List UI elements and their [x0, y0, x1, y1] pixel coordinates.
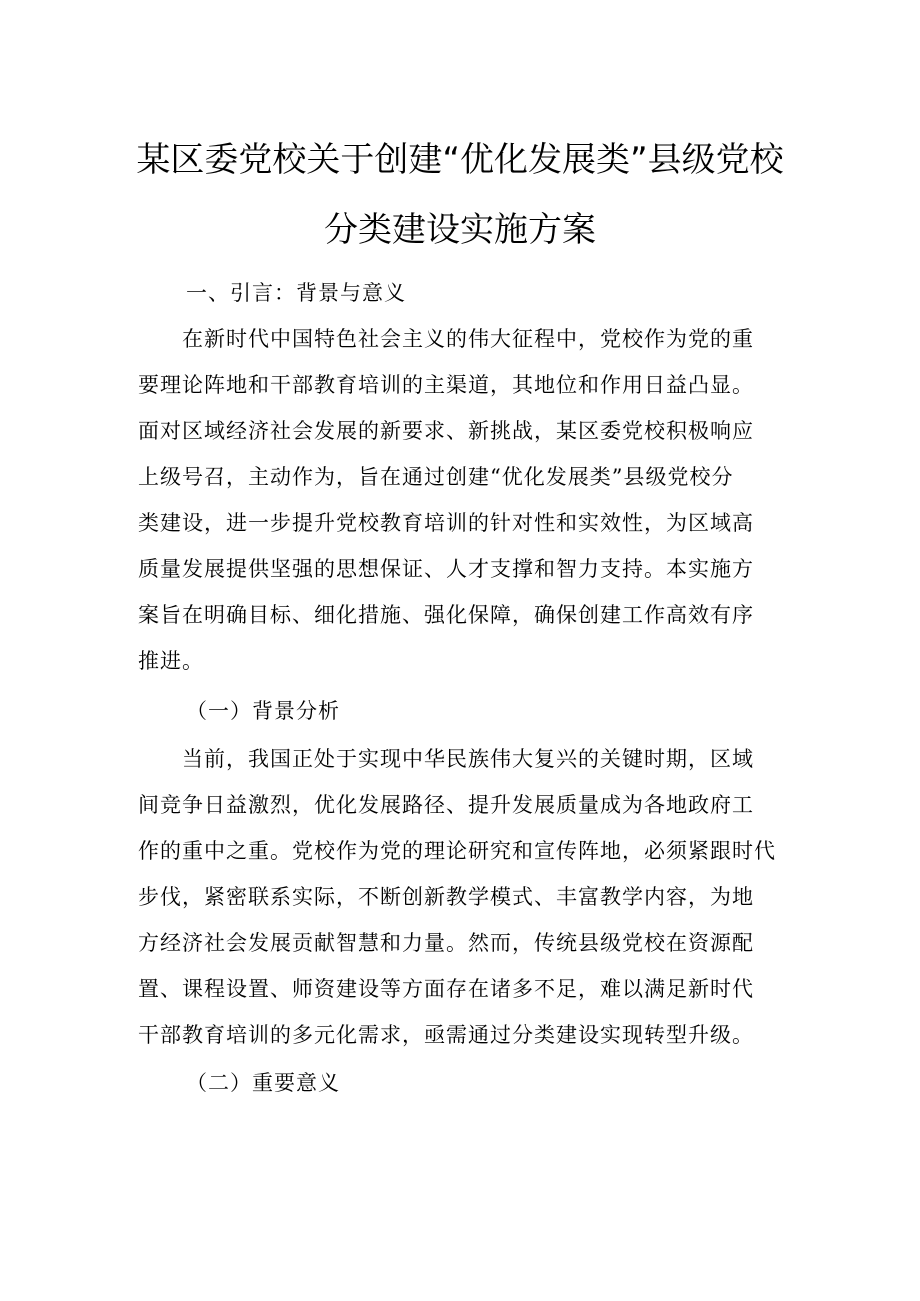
- paragraph-line: 间竞争日益激烈，优化发展路径、提升发展质量成为各地政府工: [138, 793, 754, 817]
- paragraph-line: 上级号召，主动作为，旨在通过创建“优化发展类”县级党校分: [138, 465, 734, 489]
- document-title-line-1: 某区委党校关于创建“优化发展类”县级党校: [136, 140, 784, 180]
- paragraph-line: 质量发展提供坚强的思想保证、人才支撑和智力支持。本实施方: [138, 557, 754, 581]
- paragraph-line: 方经济社会发展贡献智慧和力量。然而，传统县级党校在资源配: [138, 931, 754, 955]
- paragraph-line: 类建设，进一步提升党校教育培训的针对性和实效性，为区域高: [138, 511, 754, 535]
- paragraph-line: 面对区域经济社会发展的新要求、新挑战，某区委党校积极响应: [138, 419, 754, 443]
- section-heading-introduction: 一、引言：背景与意义: [186, 281, 406, 305]
- paragraph-line: 作的重中之重。党校作为党的理论研究和宣传阵地，必须紧跟时代: [138, 839, 776, 863]
- subsection-heading-background-analysis: （一）背景分析: [186, 699, 340, 723]
- subsection-heading-significance: （二）重要意义: [186, 1071, 340, 1095]
- paragraph-line: 案旨在明确目标、细化措施、强化保障，确保创建工作高效有序: [138, 603, 754, 627]
- paragraph-line: 步伐，紧密联系实际，不断创新教学模式、丰富教学内容，为地: [138, 885, 754, 909]
- paragraph-line: 当前，我国正处于实现中华民族伟大复兴的关键时期，区域: [182, 747, 754, 771]
- paragraph-line: 推进。: [138, 649, 204, 673]
- document-title-line-2: 分类建设实施方案: [324, 210, 596, 250]
- paragraph-line: 在新时代中国特色社会主义的伟大征程中，党校作为党的重: [182, 327, 754, 351]
- paragraph-line: 干部教育培训的多元化需求，亟需通过分类建设实现转型升级。: [138, 1023, 754, 1047]
- paragraph-line: 置、课程设置、师资建设等方面存在诸多不足，难以满足新时代: [138, 977, 754, 1001]
- paragraph-line: 要理论阵地和干部教育培训的主渠道，其地位和作用日益凸显。: [138, 373, 754, 397]
